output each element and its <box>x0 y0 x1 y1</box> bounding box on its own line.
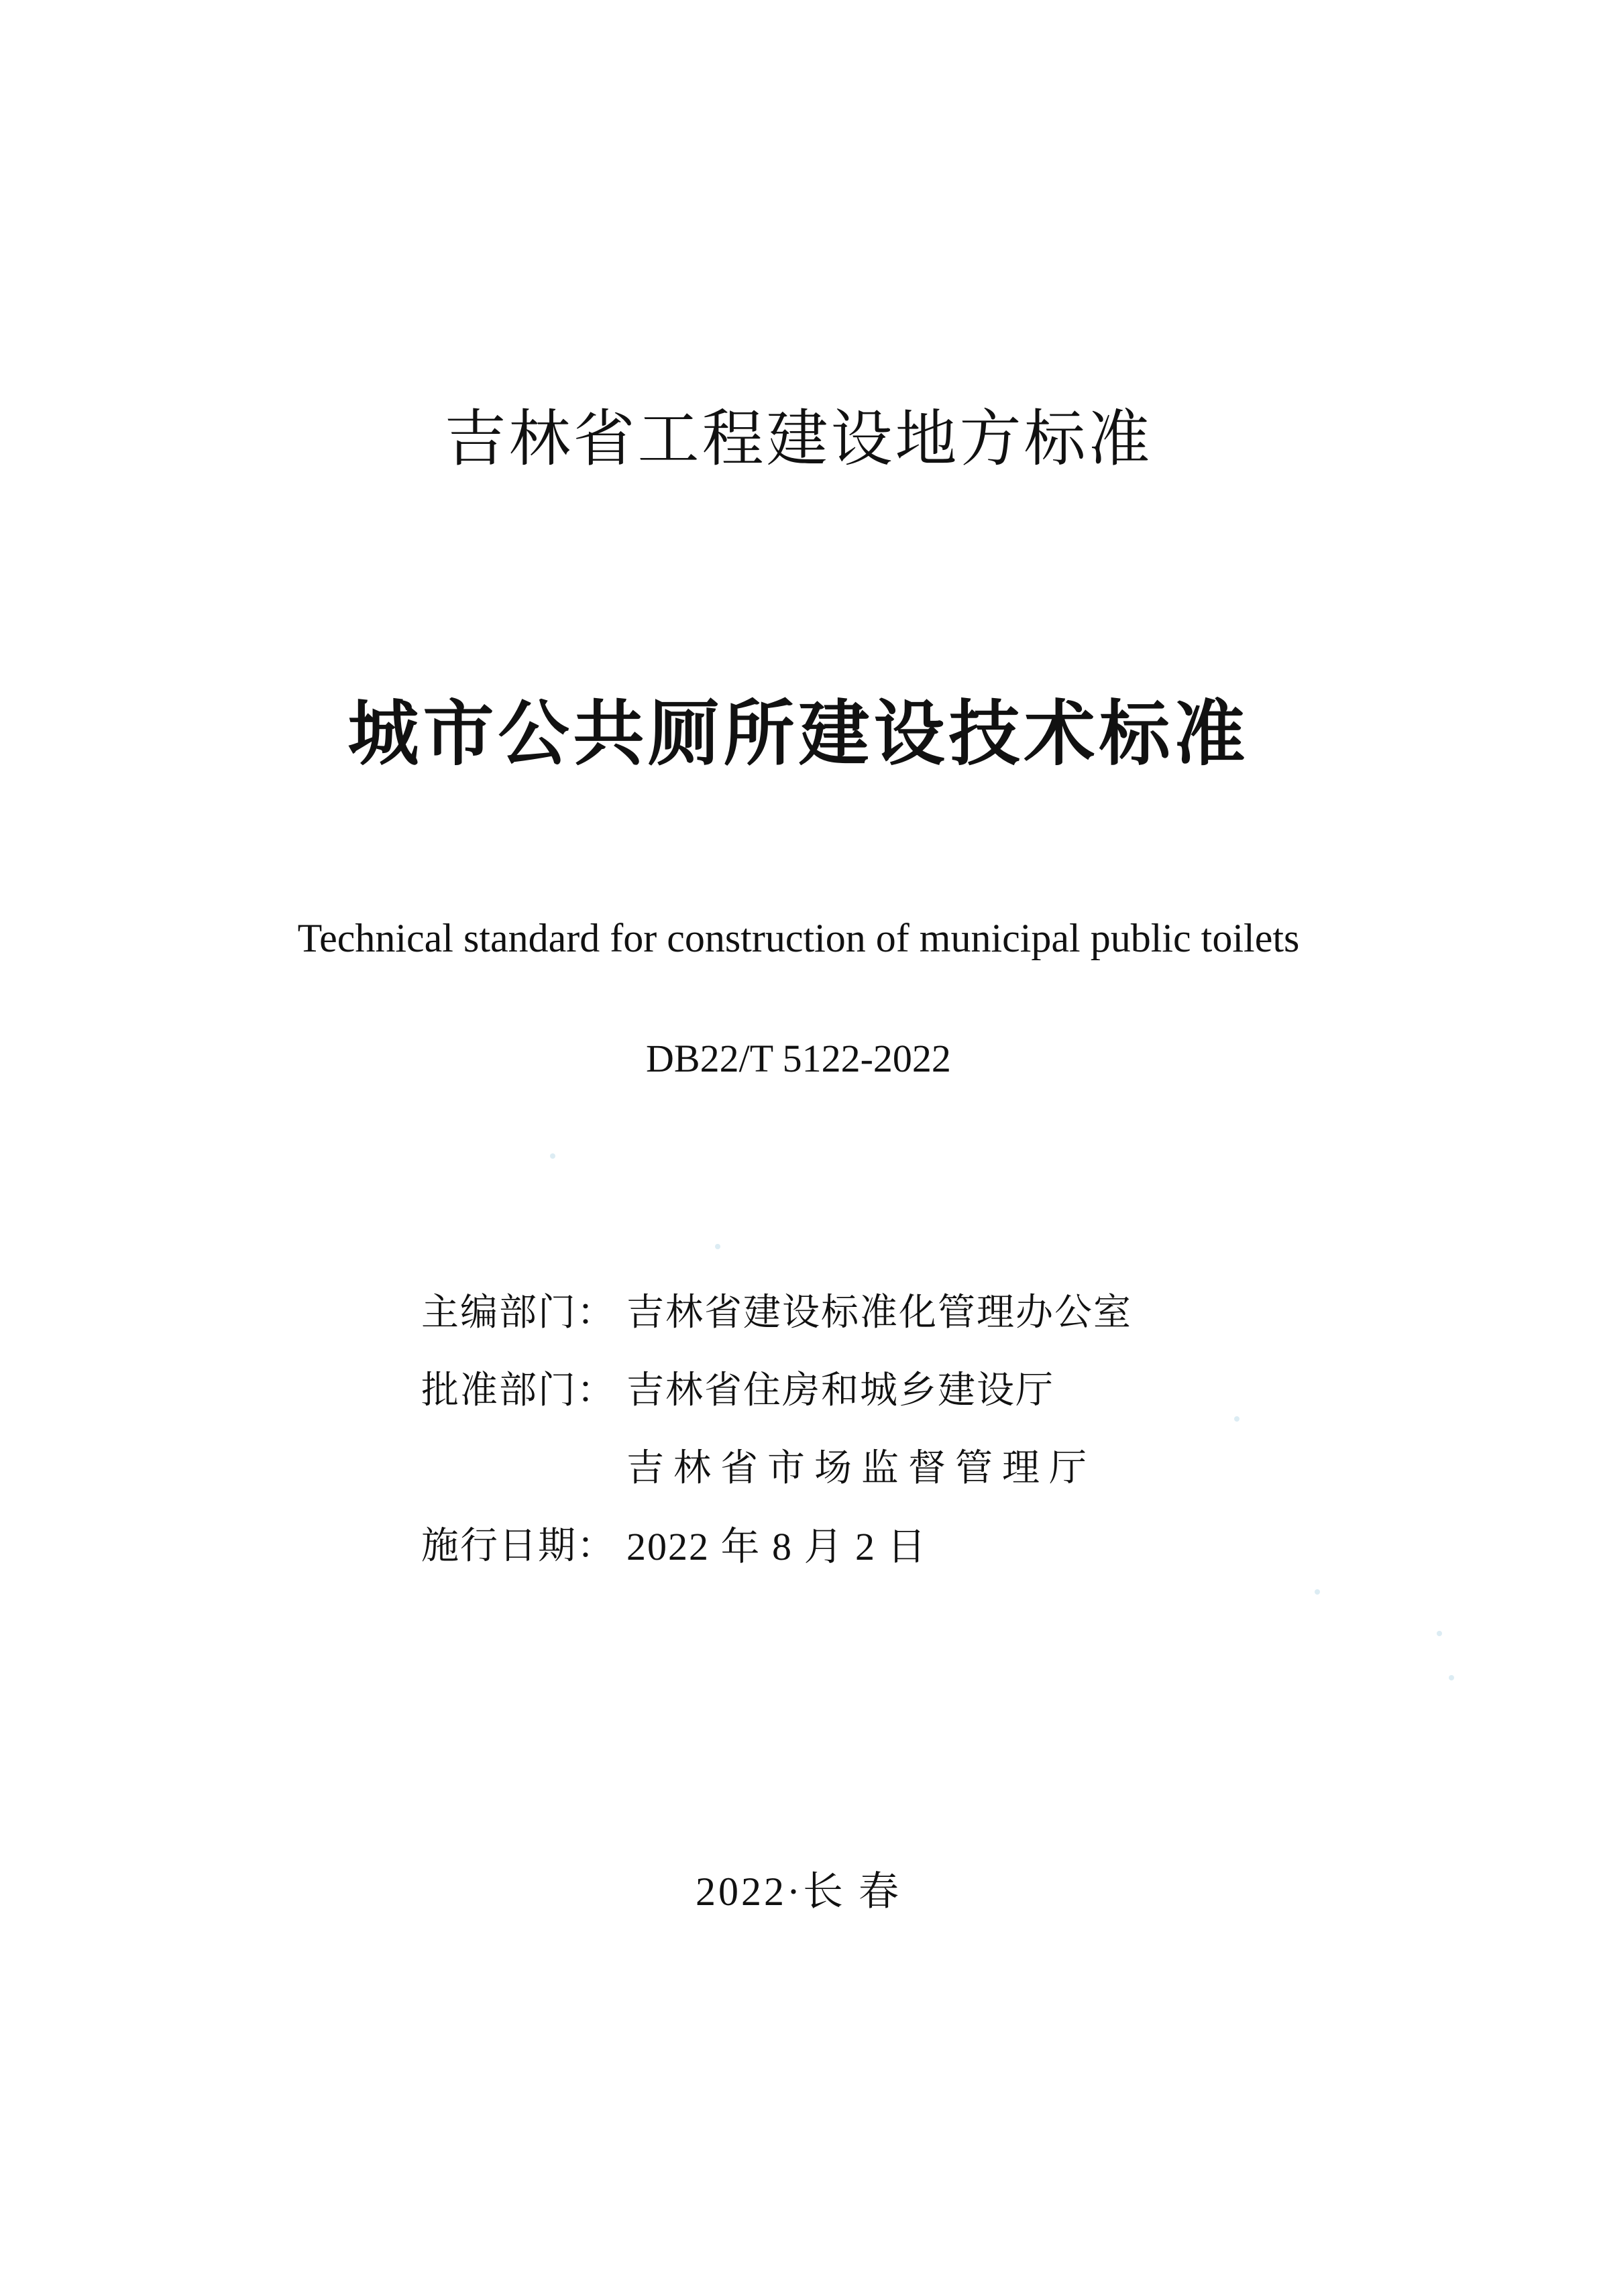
scan-speck <box>1315 1589 1320 1595</box>
main-title: 城市公共厕所建设技术标准 <box>347 693 1250 775</box>
editor-label: 主编部门： <box>421 1291 616 1334</box>
imprint-year-city: 2022·长 春 <box>696 1870 901 1914</box>
scan-speck <box>1234 1416 1240 1422</box>
approver-row <box>421 1348 1427 1426</box>
editor-value: 吉林省建设标准化管理办公室 <box>626 1291 1132 1334</box>
effective-date-row <box>421 1504 1427 1582</box>
standard-code: DB22/T 5122-2022 <box>646 1037 951 1080</box>
scan-speck <box>1449 1675 1454 1680</box>
english-title: Technical standard for construction of municipal public toilets <box>297 916 1300 960</box>
editor-row <box>421 1271 1427 1348</box>
scan-speck <box>550 1153 555 1159</box>
scan-speck <box>1437 1631 1442 1636</box>
publication-info <box>421 1271 1427 1582</box>
approver-value-2: 吉林省市场监督管理厅 <box>626 1446 1096 1490</box>
series-title: 吉林省工程建设地方标准 <box>444 403 1153 475</box>
approver-value-1: 吉林省住房和城乡建设厅 <box>626 1369 1054 1412</box>
approver-label: 批准部门： <box>421 1369 616 1412</box>
effective-date-label: 施行日期： <box>421 1524 616 1568</box>
effective-date-value: 2022 年 8 月 2 日 <box>626 1525 928 1568</box>
approver-row-2 <box>421 1426 1427 1504</box>
scan-speck <box>715 1244 720 1249</box>
